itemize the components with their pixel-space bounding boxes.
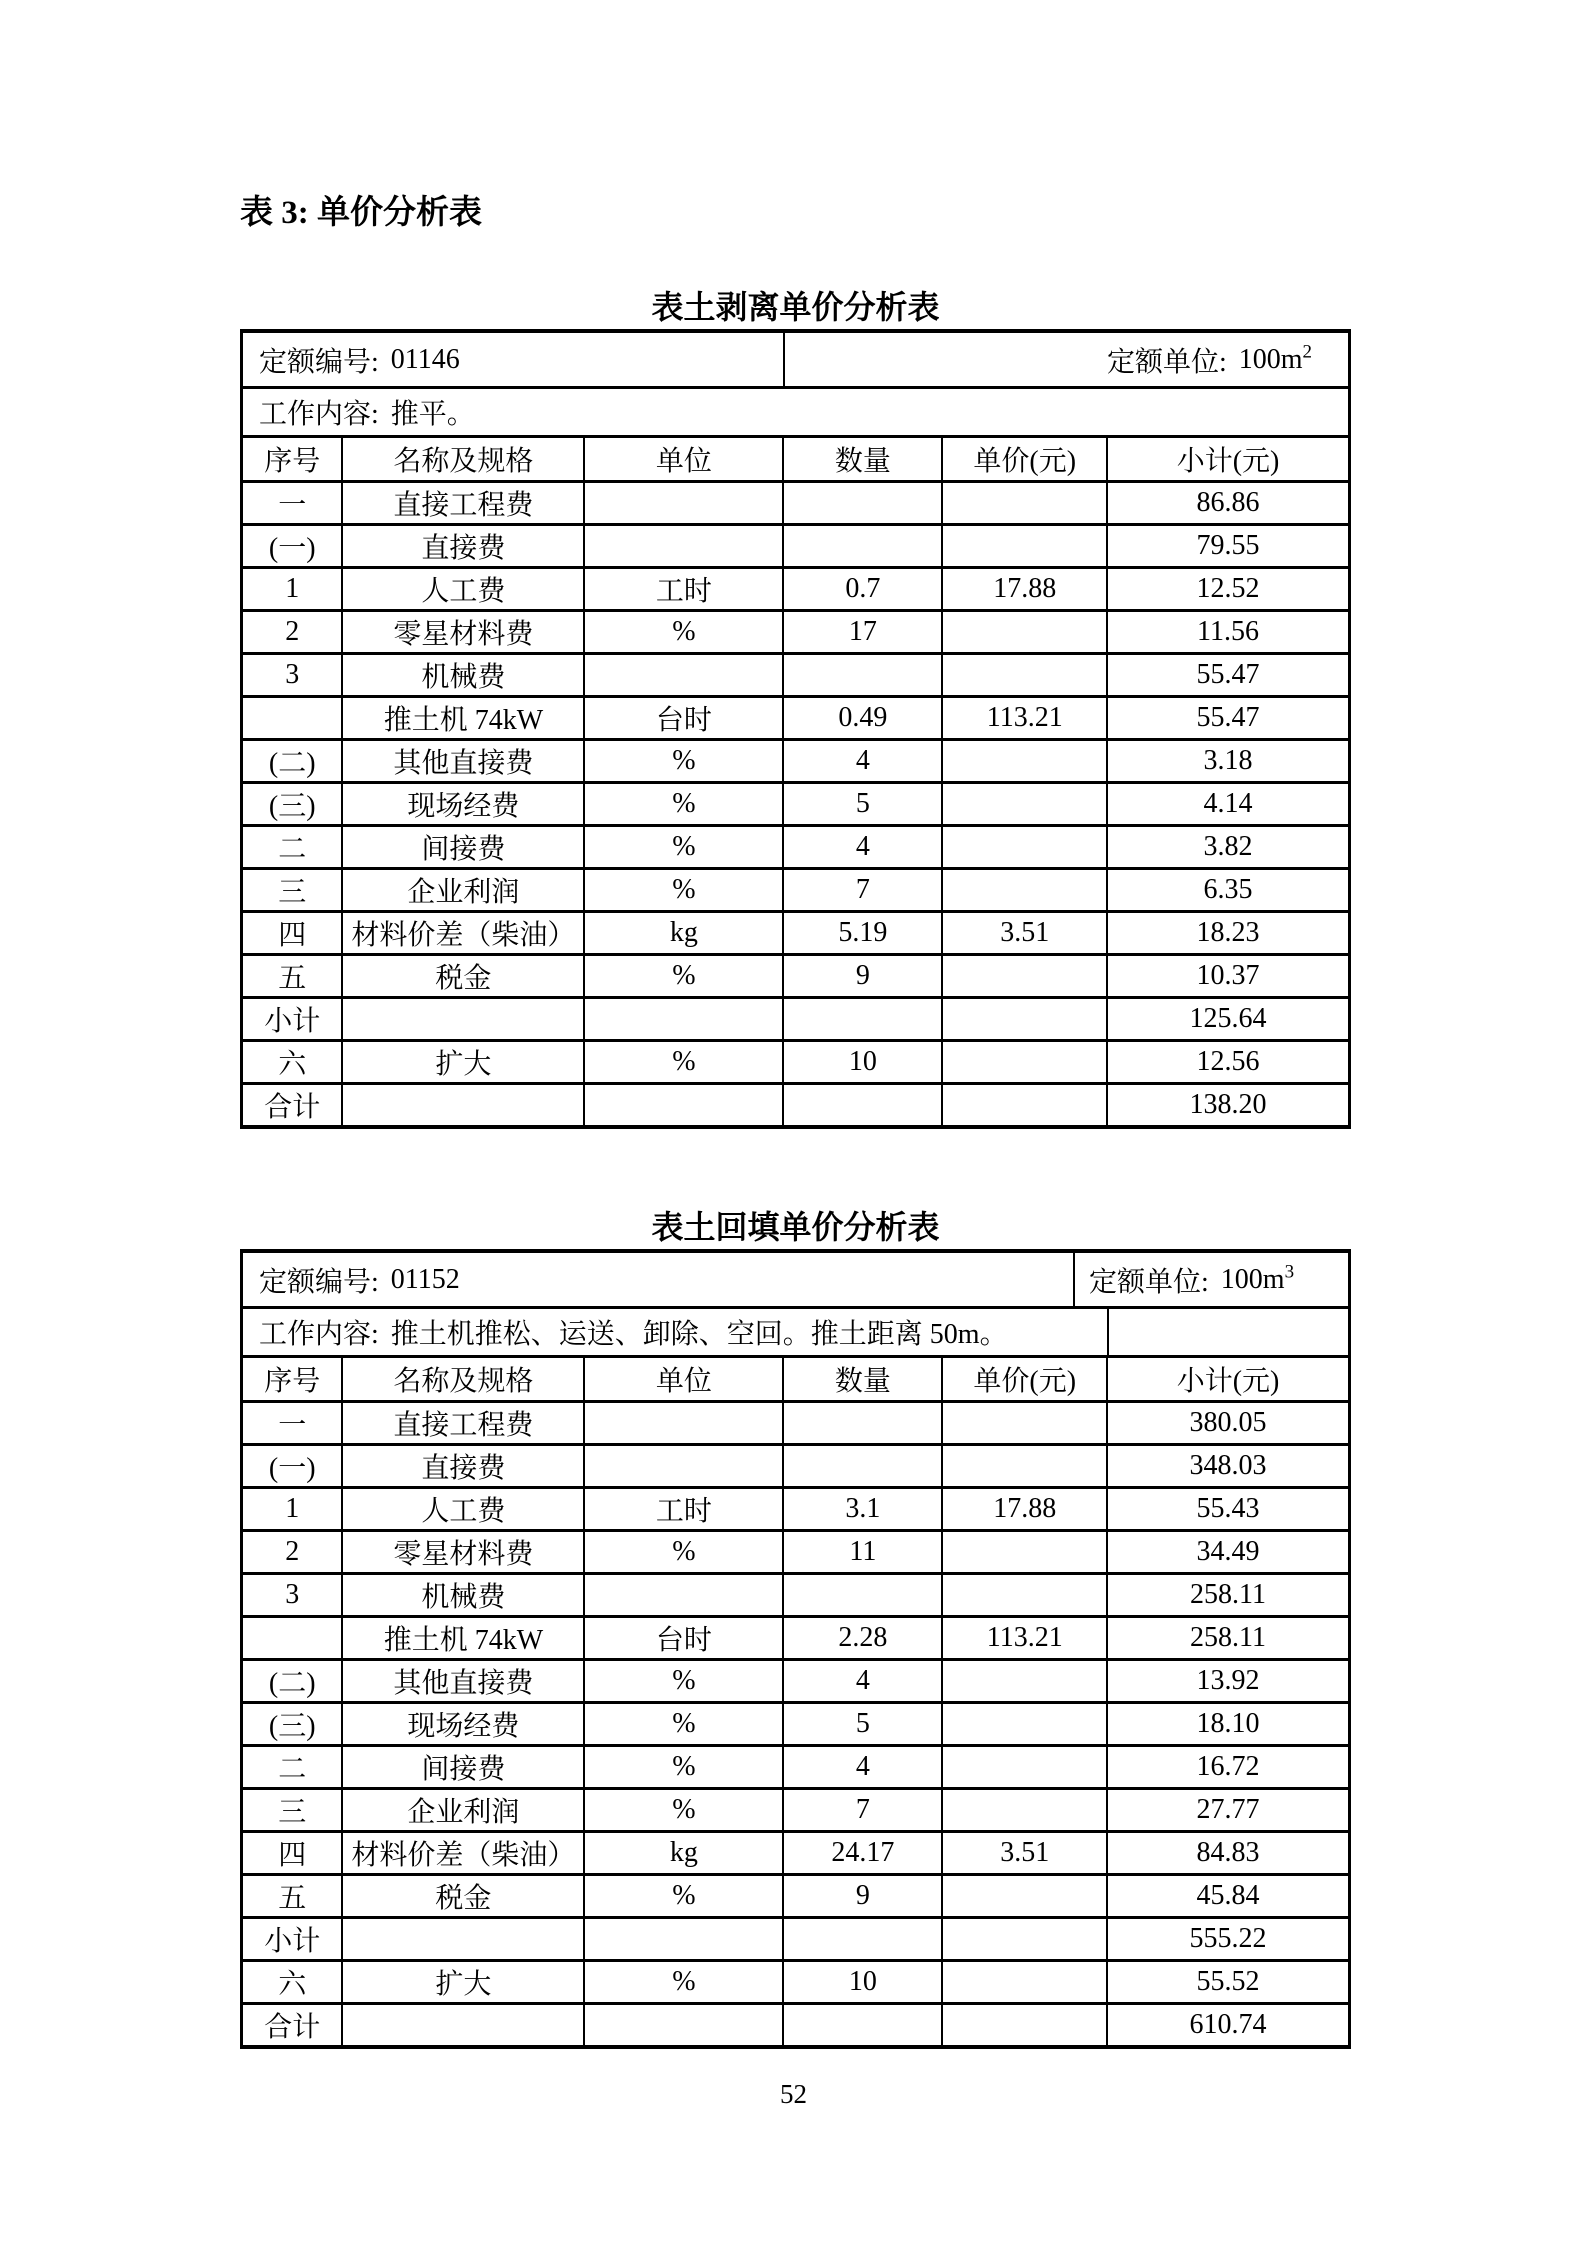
column-header: 序号 (264, 1366, 321, 1397)
cell: 机械费 (342, 654, 584, 697)
table-row (243, 1041, 1348, 1084)
cell (783, 654, 942, 697)
quota-number-cell (243, 1253, 1073, 1306)
cell: 直接工程费 (342, 482, 584, 525)
cell (584, 1918, 783, 1961)
cell: 3 (243, 654, 342, 697)
table-row (243, 2004, 1348, 2046)
cell (942, 740, 1107, 783)
cell: kg (584, 1832, 783, 1875)
cell: 2 (243, 1531, 342, 1574)
cell: 55.47 (1107, 697, 1348, 740)
cell (243, 697, 342, 740)
quota-unit-cell (1073, 1253, 1348, 1306)
cell: 企业利润 (342, 1789, 584, 1832)
cell (783, 482, 942, 525)
cell (783, 998, 942, 1041)
cell: % (584, 1789, 783, 1832)
cell: 0.7 (783, 568, 942, 611)
cell (942, 1746, 1107, 1789)
cell: 小计 (243, 1918, 342, 1961)
cell (783, 1574, 942, 1617)
cell: 工时 (584, 1488, 783, 1531)
cell (942, 482, 1107, 525)
quota-number-label: 定额编号: (259, 346, 379, 378)
cell: 138.20 (1107, 1084, 1348, 1126)
table-row (243, 1488, 1348, 1531)
cell: 380.05 (1107, 1402, 1348, 1445)
cell (584, 525, 783, 568)
cell: 7 (783, 1789, 942, 1832)
cell: 17.88 (942, 568, 1107, 611)
cell: 258.11 (1107, 1617, 1348, 1660)
column-header: 数量 (783, 1358, 942, 1402)
cell: 12.52 (1107, 568, 1348, 611)
column-header: 名称及规格 (342, 1358, 584, 1402)
column-header: 单位 (584, 438, 783, 482)
cell (942, 869, 1107, 912)
cell: 六 (243, 1041, 342, 1084)
cell: % (584, 740, 783, 783)
column-header: 小计(元) (1107, 438, 1348, 482)
table-row (243, 1660, 1348, 1703)
cell: 4 (783, 1660, 942, 1703)
cell: 推土机 74kW (342, 697, 584, 740)
cell: 材料价差（柴油） (342, 1832, 584, 1875)
cell: 三 (243, 1789, 342, 1832)
cell: 二 (243, 1746, 342, 1789)
cell: 台时 (584, 697, 783, 740)
cell (942, 783, 1107, 826)
cell: 间接费 (342, 826, 584, 869)
cell: 555.22 (1107, 1918, 1348, 1961)
cell: 间接费 (342, 1746, 584, 1789)
table-row (243, 955, 1348, 998)
table-row (243, 1961, 1348, 2004)
cell: 610.74 (1107, 2004, 1348, 2046)
cell: 55.43 (1107, 1488, 1348, 1531)
cell: 348.03 (1107, 1445, 1348, 1488)
cell (584, 998, 783, 1041)
cell: 3.18 (1107, 740, 1348, 783)
table-row (243, 869, 1348, 912)
cell: 10 (783, 1961, 942, 2004)
table-title: 表土回填单价分析表 (651, 1209, 940, 1245)
cell (783, 1084, 942, 1126)
cell: 3.1 (783, 1488, 942, 1531)
cell: 六 (243, 1961, 342, 2004)
cell: 4 (783, 1746, 942, 1789)
work-content-cell (243, 389, 1348, 435)
column-header: 名称及规格 (342, 438, 584, 482)
work-content-text: 推平。 (390, 399, 475, 430)
column-header: 序号 (264, 446, 321, 477)
price-analysis-grid (243, 1358, 1348, 2045)
cell (942, 2004, 1107, 2046)
cell: (三) (243, 783, 342, 826)
cell (942, 1961, 1107, 2004)
cell: 18.10 (1107, 1703, 1348, 1746)
column-header-row (243, 1358, 1348, 1402)
cell: 1 (243, 1488, 342, 1531)
cell: 16.72 (1107, 1746, 1348, 1789)
table-row (243, 525, 1348, 568)
cell: 五 (243, 1875, 342, 1918)
analysis-table (240, 1249, 1351, 2049)
cell: 四 (243, 1832, 342, 1875)
cell: 工时 (584, 568, 783, 611)
cell (942, 1703, 1107, 1746)
quota-number-value: 01152 (390, 1263, 460, 1295)
cell (942, 1660, 1107, 1703)
cell: 13.92 (1107, 1660, 1348, 1703)
table-row (243, 1402, 1348, 1445)
work-content-label: 工作内容: (259, 399, 379, 430)
cell: 24.17 (783, 1832, 942, 1875)
cell (942, 1402, 1107, 1445)
cell: % (584, 1703, 783, 1746)
cell: 10 (783, 1041, 942, 1084)
cell (942, 1875, 1107, 1918)
cell: 79.55 (1107, 525, 1348, 568)
table-row (243, 1875, 1348, 1918)
cell: 3.51 (942, 1832, 1107, 1875)
cell (783, 1402, 942, 1445)
cell: 10.37 (1107, 955, 1348, 998)
table-row (243, 568, 1348, 611)
quota-unit-label: 定额单位: (1106, 346, 1227, 378)
cell (584, 654, 783, 697)
unit-exponent: 3 (1284, 1261, 1295, 1283)
cell: 其他直接费 (342, 740, 584, 783)
cell: 四 (243, 912, 342, 955)
table-row (243, 1574, 1348, 1617)
cell: 3.82 (1107, 826, 1348, 869)
cell: 2.28 (783, 1617, 942, 1660)
quota-number-label: 定额编号: (259, 1266, 379, 1298)
cell: 一 (243, 1402, 342, 1445)
cell: kg (584, 912, 783, 955)
cell (584, 1574, 783, 1617)
cell: 0.49 (783, 697, 942, 740)
table-row (243, 611, 1348, 654)
page-number: 52 (780, 2079, 807, 2109)
column-header: 单价(元) (942, 438, 1107, 482)
table-row (243, 1531, 1348, 1574)
cell: 9 (783, 955, 942, 998)
cell: 扩大 (342, 1961, 584, 2004)
cell: (二) (243, 740, 342, 783)
cell: 税金 (342, 955, 584, 998)
cell: 3 (243, 1574, 342, 1617)
cell: 17 (783, 611, 942, 654)
cell (584, 1445, 783, 1488)
cell: % (584, 1961, 783, 2004)
cell: % (584, 783, 783, 826)
table-row (243, 1832, 1348, 1875)
column-header-row (243, 438, 1348, 482)
cell: 125.64 (1107, 998, 1348, 1041)
cell: 113.21 (942, 1617, 1107, 1660)
cell (942, 1041, 1107, 1084)
quota-number-value: 01146 (390, 343, 460, 375)
work-content-cell (243, 1309, 1107, 1355)
cell: 5 (783, 783, 942, 826)
cell (584, 1084, 783, 1126)
cell (342, 2004, 584, 2046)
analysis-table (240, 329, 1351, 1129)
cell: % (584, 1746, 783, 1789)
table-row (243, 783, 1348, 826)
table-row (243, 482, 1348, 525)
cell: % (584, 826, 783, 869)
cell: % (584, 1041, 783, 1084)
cell: 合计 (243, 1084, 342, 1126)
cell: 三 (243, 869, 342, 912)
cell (942, 1918, 1107, 1961)
cell: % (584, 1875, 783, 1918)
table-row (243, 1789, 1348, 1832)
cell: 税金 (342, 1875, 584, 1918)
cell (342, 1084, 584, 1126)
work-content-row (243, 1309, 1348, 1358)
work-content-text: 推土机推松、运送、卸除、空回。推土距离 50m。 (390, 1319, 1008, 1350)
work-content-empty-cell (1107, 1309, 1348, 1355)
cell: 零星材料费 (342, 611, 584, 654)
table-section-topsoil-backfill (0, 1207, 1587, 2049)
cell: 113.21 (942, 697, 1107, 740)
table-row (243, 1084, 1348, 1126)
cell: 4 (783, 740, 942, 783)
table-section-topsoil-stripping (0, 287, 1587, 1129)
cell: 人工费 (342, 568, 584, 611)
table-row (243, 1445, 1348, 1488)
cell: % (584, 1660, 783, 1703)
cell: 5.19 (783, 912, 942, 955)
cell: 现场经费 (342, 783, 584, 826)
table-row (243, 826, 1348, 869)
price-analysis-grid (243, 438, 1348, 1125)
cell: 84.83 (1107, 1832, 1348, 1875)
cell: 6.35 (1107, 869, 1348, 912)
cell: 4 (783, 826, 942, 869)
cell: 现场经费 (342, 1703, 584, 1746)
cell (584, 482, 783, 525)
cell: 台时 (584, 1617, 783, 1660)
column-header: 小计(元) (1107, 1358, 1348, 1402)
cell (942, 611, 1107, 654)
cell: 5 (783, 1703, 942, 1746)
cell: 18.23 (1107, 912, 1348, 955)
cell (584, 1402, 783, 1445)
cell (783, 1445, 942, 1488)
cell (342, 998, 584, 1041)
cell (243, 1617, 342, 1660)
column-header: 单位 (584, 1358, 783, 1402)
cell (942, 1531, 1107, 1574)
cell: 小计 (243, 998, 342, 1041)
cell: 直接费 (342, 525, 584, 568)
cell: (一) (243, 1445, 342, 1488)
cell (783, 525, 942, 568)
cell: 扩大 (342, 1041, 584, 1084)
quota-unit-value: $100m^2$ (1238, 341, 1312, 375)
cell (783, 2004, 942, 2046)
cell (942, 654, 1107, 697)
table-row (243, 697, 1348, 740)
cell: 直接费 (342, 1445, 584, 1488)
cell (783, 1918, 942, 1961)
cell: % (584, 1531, 783, 1574)
cell: 27.77 (1107, 1789, 1348, 1832)
cell: 4.14 (1107, 783, 1348, 826)
cell: (三) (243, 1703, 342, 1746)
cell: 7 (783, 869, 942, 912)
cell: 55.47 (1107, 654, 1348, 697)
cell: (二) (243, 1660, 342, 1703)
cell: 258.11 (1107, 1574, 1348, 1617)
cell: (一) (243, 525, 342, 568)
quota-unit-value: $100m^3$ (1220, 1261, 1295, 1295)
cell: 11 (783, 1531, 942, 1574)
cell: 二 (243, 826, 342, 869)
cell (942, 525, 1107, 568)
table-row (243, 1703, 1348, 1746)
work-content-label: 工作内容: (259, 1319, 379, 1350)
cell: 推土机 74kW (342, 1617, 584, 1660)
page-heading: 表 3: 单价分析表 (240, 195, 482, 231)
cell: 其他直接费 (342, 1660, 584, 1703)
cell: 86.86 (1107, 482, 1348, 525)
cell: 9 (783, 1875, 942, 1918)
quota-header-row (243, 333, 1348, 389)
cell (942, 1574, 1107, 1617)
cell: 45.84 (1107, 1875, 1348, 1918)
cell: 2 (243, 611, 342, 654)
cell: 17.88 (942, 1488, 1107, 1531)
cell: % (584, 955, 783, 998)
cell: 五 (243, 955, 342, 998)
cell: 机械费 (342, 1574, 584, 1617)
table-row (243, 998, 1348, 1041)
cell (942, 826, 1107, 869)
table-row (243, 1746, 1348, 1789)
work-content-row (243, 389, 1348, 438)
cell: 人工费 (342, 1488, 584, 1531)
cell (584, 2004, 783, 2046)
cell: 1 (243, 568, 342, 611)
quota-number-cell (243, 333, 783, 386)
cell (942, 1445, 1107, 1488)
quota-unit-label: 定额单位: (1089, 1266, 1209, 1298)
cell: 55.52 (1107, 1961, 1348, 2004)
cell: 企业利润 (342, 869, 584, 912)
cell (342, 1918, 584, 1961)
cell: 11.56 (1107, 611, 1348, 654)
table-row (243, 1918, 1348, 1961)
cell: 合计 (243, 2004, 342, 2046)
unit-exponent: 2 (1302, 341, 1312, 363)
cell: % (584, 869, 783, 912)
cell: 3.51 (942, 912, 1107, 955)
table-title: 表土剥离单价分析表 (651, 289, 940, 325)
cell: 一 (243, 482, 342, 525)
cell: 材料价差（柴油） (342, 912, 584, 955)
cell: 零星材料费 (342, 1531, 584, 1574)
cell: % (584, 611, 783, 654)
cell (942, 1789, 1107, 1832)
cell (942, 998, 1107, 1041)
column-header: 单价(元) (942, 1358, 1107, 1402)
cell (942, 955, 1107, 998)
quota-unit-cell (783, 333, 1348, 386)
table-row (243, 1617, 1348, 1660)
quota-header-row (243, 1253, 1348, 1309)
cell: 12.56 (1107, 1041, 1348, 1084)
cell: 34.49 (1107, 1531, 1348, 1574)
column-header: 数量 (783, 438, 942, 482)
cell: 直接工程费 (342, 1402, 584, 1445)
table-row (243, 654, 1348, 697)
table-row (243, 740, 1348, 783)
table-row (243, 912, 1348, 955)
cell (942, 1084, 1107, 1126)
